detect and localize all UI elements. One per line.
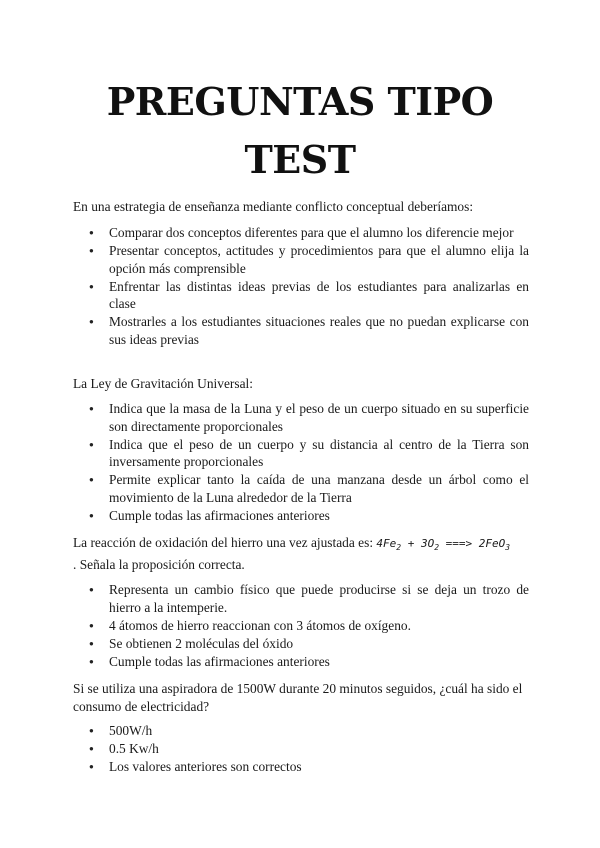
question-1-option-1: ● Comparar dos conceptos diferentes para que el alumno los diferencie mejor	[73, 224, 529, 242]
question-3-text-before: La reacción de oxidación del hierro una vez ajustada es:	[73, 535, 374, 550]
question-4-options	[73, 722, 529, 776]
question-3-options	[73, 581, 529, 671]
formula-sub-3: 3	[505, 543, 511, 552]
question-1-options	[73, 224, 529, 349]
question-2-options	[73, 400, 529, 525]
question-1-option-3: ● Enfrentar las distintas ideas previas de los estudiantes para analizarlas en clase	[73, 278, 529, 313]
question-1-option-4: ● Mostrarles a los estudiantes situaciones reales que no puedan explicarse con sus ideas previas	[73, 313, 529, 348]
formula-part-3: ===> 2FeO	[439, 537, 506, 550]
question-2-option-1: ● Indica que la masa de la Luna y el peso de un cuerpo situado en su superficie son directamente proporcionales	[73, 400, 529, 435]
question-3-option-1: ● Representa un cambio físico que puede producirse si se deja un trozo de hierro a la intemperie.	[73, 581, 529, 616]
reaction-formula	[376, 537, 510, 550]
title-line-1: PREGUNTAS TIPO	[106, 79, 494, 124]
question-3-option-4: ● Cumple todas las afirmaciones anteriores	[73, 653, 529, 671]
question-3-option-3: ● Se obtienen 2 moléculas del óxido	[73, 635, 529, 653]
formula-sub-2: 2	[434, 543, 440, 552]
question-3-text	[73, 534, 543, 557]
question-3-option-2: ● 4 átomos de hierro reaccionan con 3 átomos de oxígeno.	[73, 617, 529, 635]
question-4-option-3: ● Los valores anteriores son correctos	[73, 758, 529, 776]
question-2-option-4: ● Cumple todas las afirmaciones anteriores	[73, 507, 529, 525]
question-4-text: Si se utiliza una aspiradora de 1500W durante 20 minutos seguidos, ¿cuál ha sido el consumo de electricidad?	[73, 681, 523, 714]
question-2-option-2: ● Indica que el peso de un cuerpo y su distancia al centro de la Tierra son inversamente proporcionales	[73, 436, 529, 471]
question-4-option-1: ● 500W/h	[73, 722, 529, 740]
question-4-option-2: ● 0.5 Kw/h	[73, 740, 529, 758]
question-1-text: En una estrategia de enseñanza mediante conflicto conceptual deberíamos:	[73, 199, 474, 214]
formula-part-2: + 3O	[401, 537, 435, 550]
question-2-text: La Ley de Gravitación Universal:	[73, 376, 253, 391]
formula-sub-1: 2	[396, 543, 402, 552]
formula-part-1: 4Fe	[376, 537, 397, 550]
question-2-option-3: ● Permite explicar tanto la caída de una manzana desde un árbol como el movimiento de la Luna alrededor de la Tierra	[73, 471, 529, 506]
title-line-2: TEST	[244, 137, 356, 182]
question-3-text-after: . Señala la proposición correcta.	[73, 557, 245, 572]
question-1-option-2: ● Presentar conceptos, actitudes y procedimientos para que el alumno elija la opción más comprensible	[73, 242, 529, 277]
